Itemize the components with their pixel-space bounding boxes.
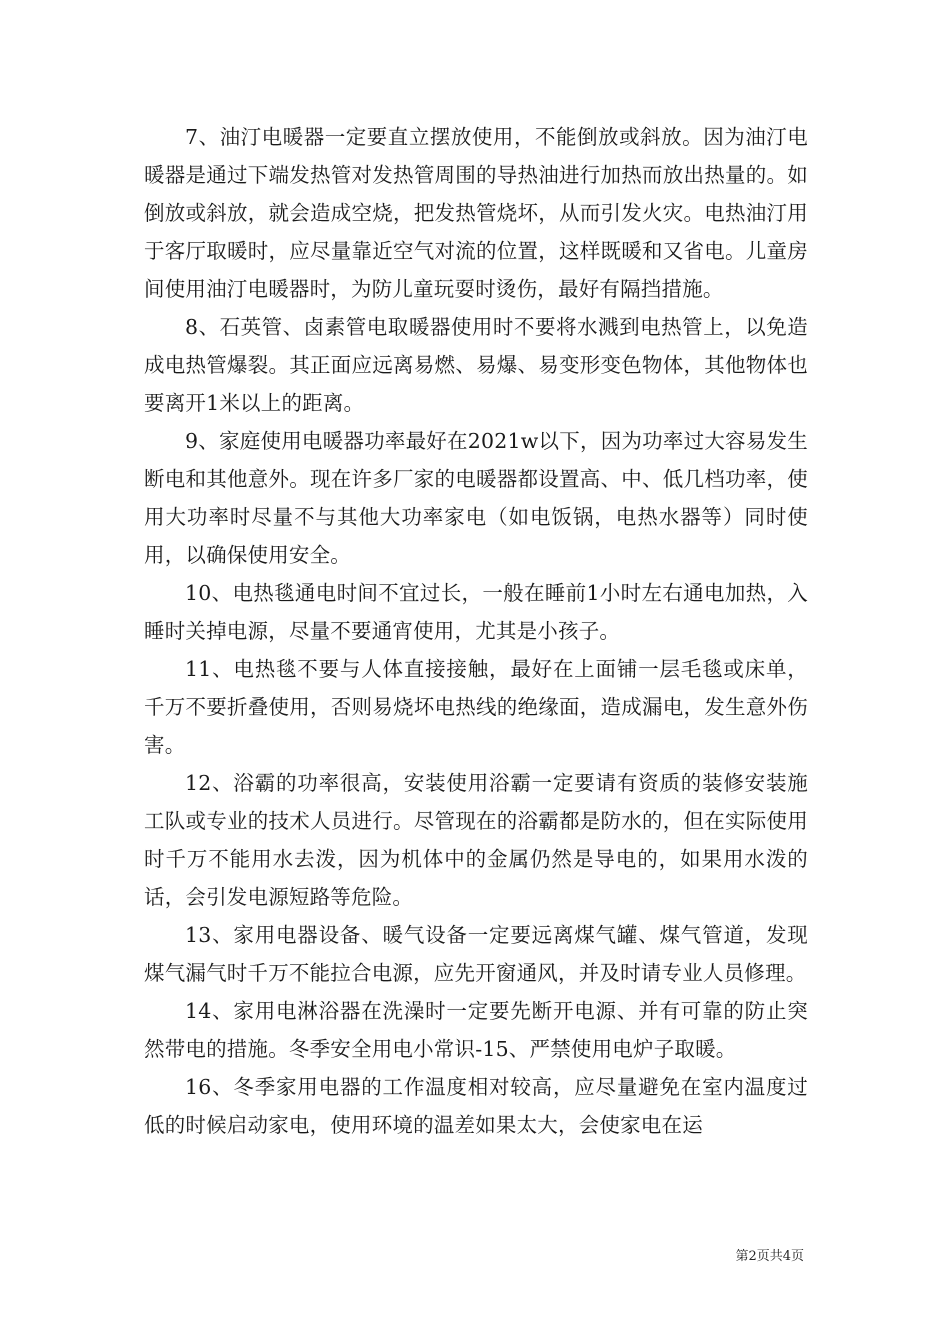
paragraph-13: 13、家用电器设备、暖气设备一定要远离煤气罐、煤气管道，发现煤气漏气时千万不能拉合电源，应先开窗通风，并及时请专业人员修理。 (144, 923, 808, 985)
paragraph-12: 12、浴霸的功率很高，安装使用浴霸一定要请有资质的装修安装施工队或专业的技术人员进行。尽管现在的浴霸都是防水的，但在实际使用时千万不能用水去泼，因为机体中的金属仍然是导电的，如果用水泼的话，会引发电源短路等危险。 (144, 771, 808, 909)
document-body (144, 118, 808, 1144)
paragraph-10: 10、电热毯通电时间不宜过长，一般在睡前1小时左右通电加热，入睡时关掉电源，尽量不要通宵使用，尤其是小孩子。 (144, 581, 808, 643)
paragraph-8: 8、石英管、卤素管电取暖器使用时不要将水溅到电热管上，以免造成电热管爆裂。其正面应远离易燃、易爆、易变形变色物体，其他物体也要离开1米以上的距离。 (144, 315, 808, 415)
paragraph-14: 14、家用电淋浴器在洗澡时一定要先断开电源、并有可靠的防止突然带电的措施。冬季安全用电小常识-15、严禁使用电炉子取暖。 (144, 999, 808, 1061)
paragraph-16: 16、冬季家用电器的工作温度相对较高，应尽量避免在室内温度过低的时候启动家电，使用环境的温差如果太大，会使家电在运 (144, 1075, 808, 1137)
paragraph-7: 7、油汀电暖器一定要直立摆放使用，不能倒放或斜放。因为油汀电暖器是通过下端发热管对发热管周围的导热油进行加热而放出热量的。如倒放或斜放，就会造成空烧，把发热管烧坏，从而引发火灾。电热油汀用于客厅取暖时，应尽量靠近空气对流的位置，这样既暖和又省电。儿童房间使用油汀电暖器时，为防儿童玩耍时烫伤，最好有隔挡措施。 (144, 125, 808, 301)
page-number: 第2页共4页 (735, 1249, 804, 1264)
paragraph-9: 9、家庭使用电暖器功率最好在2021w以下，因为功率过大容易发生断电和其他意外。现在许多厂家的电暖器都设置高、中、低几档功率，使用大功率时尽量不与其他大功率家电（如电饭锅，电热水器等）同时使用，以确保使用安全。 (144, 429, 808, 567)
paragraph-11: 11、电热毯不要与人体直接接触，最好在上面铺一层毛毯或床单，千万不要折叠使用，否则易烧坏电热线的绝缘面，造成漏电，发生意外伤害。 (144, 657, 808, 757)
